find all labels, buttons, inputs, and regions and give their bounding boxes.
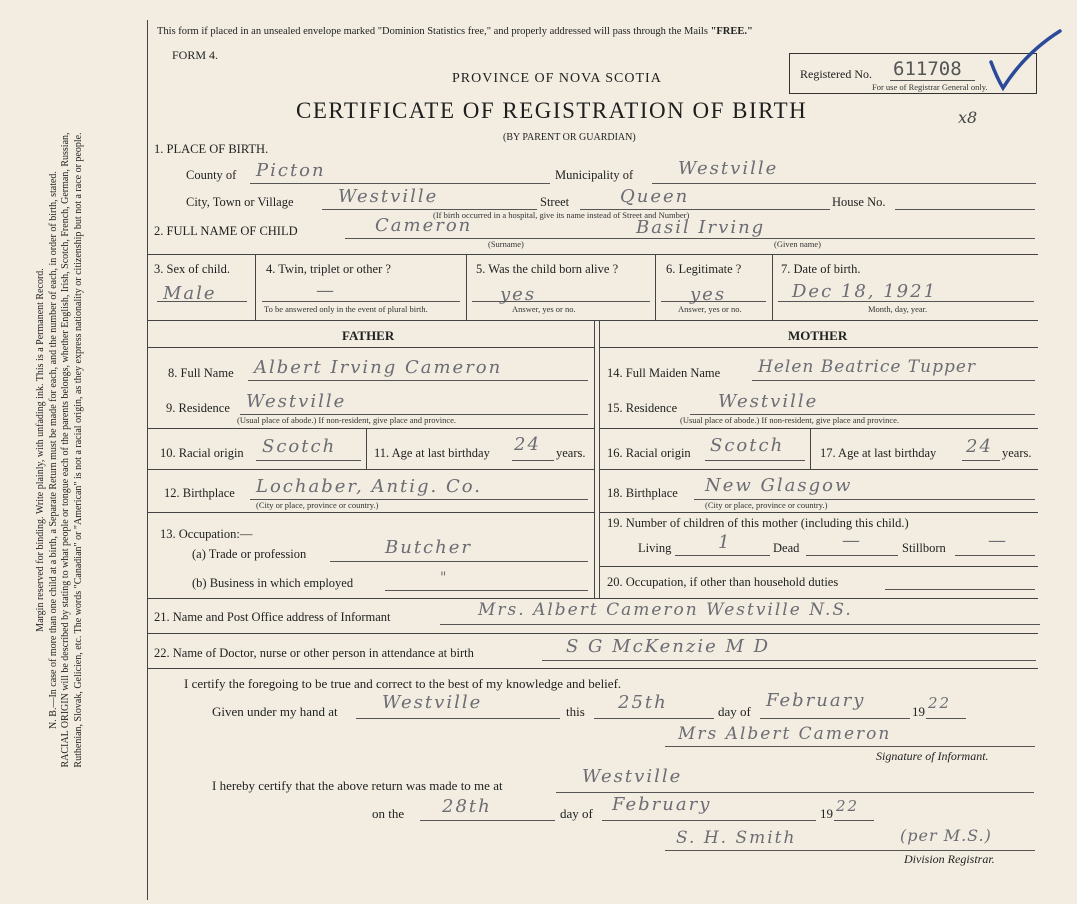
business-label: (b) Business in which employed: [192, 576, 354, 590]
given-month: February: [766, 690, 866, 711]
mother-bp-note: (City or place, province or country.): [705, 500, 828, 510]
children-label: 19. Number of children of this mother (including this child.): [607, 516, 909, 530]
father-residence: Westville: [246, 391, 347, 412]
father-name: Albert Irving Cameron: [254, 357, 503, 378]
given-under-label: Given under my hand at: [212, 704, 338, 719]
given-year-prefix: 19: [912, 704, 925, 719]
mother-res-note: (Usual place of abode.) If non-resident, give place and province.: [680, 415, 900, 425]
trade-label: (a) Trade or profession: [192, 547, 307, 561]
signature-label: Signature of Informant.: [876, 749, 989, 763]
twin-label: 4. Twin, triplet or other ?: [266, 262, 391, 276]
registrar-place: Westville: [582, 766, 683, 787]
municipality-label: Municipality of: [555, 168, 634, 182]
mother-name-label: 14. Full Maiden Name: [607, 366, 721, 380]
place-of-birth-label: 1. PLACE OF BIRTH.: [154, 142, 269, 156]
division-registrar-label: Division Registrar.: [904, 852, 995, 866]
father-race-label: 10. Racial origin: [160, 446, 244, 460]
margin-line-3: RACIAL ORIGIN will be described by stating to what people or tongue each of the parents belongs, whether English, Irish, Scotch, French, German, Russian,: [60, 132, 71, 768]
legitimate-note: Answer, yes or no.: [678, 304, 742, 314]
informant-value: Mrs. Albert Cameron Westville N.S.: [478, 600, 853, 620]
mother-age-label: 17. Age at last birthday: [820, 446, 937, 460]
given-day-of-label: day of: [718, 704, 751, 719]
margin-line-1: Margin reserved for binding. Write plainly, with unfading ink. This is a Permanent Record.: [35, 268, 46, 632]
on-the-label: on the: [372, 806, 405, 821]
registrar-year-prefix: 19: [820, 806, 833, 821]
given-place: Westville: [382, 692, 483, 713]
registrar-note: For use of Registrar General only.: [872, 82, 988, 92]
twin-value: —: [316, 280, 336, 301]
twin-note: To be answered only in the event of plural birth.: [264, 304, 428, 314]
corner-mark: x8: [958, 108, 978, 127]
surname-note: (Surname): [488, 239, 524, 249]
legitimate-label: 6. Legitimate ?: [666, 262, 742, 276]
municipality-value: Westville: [678, 158, 779, 179]
registrar-per-note: (per M.S.): [900, 826, 992, 845]
certificate-subtitle: (BY PARENT OR GUARDIAN): [503, 132, 636, 143]
certificate-title: CERTIFICATE OF REGISTRATION OF BIRTH: [296, 98, 808, 123]
dead-label: Dead: [773, 541, 800, 555]
margin-instructions: [35, 50, 85, 850]
city-value: Westville: [338, 186, 439, 207]
legitimate-value: yes: [690, 284, 727, 305]
father-birthplace: Lochaber, Antig. Co.: [256, 476, 483, 497]
mail-note: This form if placed in an unsealed envelope marked "Dominion Statistics free," and properly addressed will pass through the Mails "FREE.": [157, 26, 753, 37]
county-label: County of: [186, 168, 237, 182]
occupation-label: 13. Occupation:—: [160, 527, 253, 541]
father-age-label: 11. Age at last birthday: [374, 446, 490, 460]
registrar-day-of-label: day of: [560, 806, 593, 821]
stillborn-value: —: [988, 530, 1008, 551]
registrar-month: February: [612, 794, 712, 815]
born-alive-label: 5. Was the child born alive ?: [476, 262, 619, 276]
street-label: Street: [540, 195, 570, 209]
mother-birthplace: New Glasgow: [705, 475, 853, 496]
margin-line-2: N. B.—In case of more than one child at a birth, a Separate Return must be made for each, and the number of each, in order of birth, stated.: [47, 171, 59, 729]
living-label: Living: [638, 541, 672, 555]
father-race: Scotch: [262, 436, 337, 457]
informant-signature: Mrs Albert Cameron: [678, 724, 892, 744]
mother-race: Scotch: [710, 435, 785, 456]
mother-res-label: 15. Residence: [607, 401, 678, 415]
dead-value: —: [842, 530, 862, 551]
mother-age: 24: [966, 436, 993, 457]
checkmark-icon: [985, 28, 1065, 98]
mother-bp-label: 18. Birthplace: [607, 486, 678, 500]
born-alive-value: yes: [500, 284, 537, 305]
father-res-label: 9. Residence: [166, 401, 230, 415]
given-day: 25th: [618, 692, 668, 713]
trade-value: Butcher: [385, 537, 472, 558]
registrar-statement: I hereby certify that the above return was made to me at: [212, 778, 503, 793]
father-heading: FATHER: [342, 328, 395, 343]
father-age: 24: [514, 434, 541, 455]
living-value: 1: [718, 532, 732, 553]
county-value: Picton: [256, 160, 326, 181]
mother-age-years: years.: [1002, 446, 1032, 460]
registered-number: 611708: [893, 58, 962, 80]
father-age-years: years.: [556, 446, 586, 460]
registrar-day: 28th: [442, 796, 492, 817]
registrar-year: 22: [836, 797, 860, 815]
dob-value: Dec 18, 1921: [792, 281, 938, 302]
doctor-value: S G McKenzie M D: [566, 636, 771, 657]
child-surname: Cameron: [375, 215, 473, 236]
stillborn-label: Stillborn: [902, 541, 946, 555]
registered-label: Registered No.: [800, 67, 872, 81]
hospital-note: (If birth occurred in a hospital, give its name instead of Street and Number): [433, 210, 690, 220]
certify-statement: I certify the foregoing to be true and correct to the best of my knowledge and belief.: [184, 676, 622, 691]
given-name-note: (Given name): [774, 239, 821, 249]
mother-race-label: 16. Racial origin: [607, 446, 691, 460]
sex-label: 3. Sex of child.: [154, 262, 231, 276]
city-label: City, Town or Village: [186, 195, 294, 209]
mother-heading: MOTHER: [788, 328, 848, 343]
sex-value: Male: [163, 283, 217, 304]
given-year: 22: [928, 694, 952, 712]
mother-name: Helen Beatrice Tupper: [758, 357, 977, 377]
born-alive-note: Answer, yes or no.: [512, 304, 576, 314]
informant-label: 21. Name and Post Office address of Informant: [154, 610, 391, 624]
business-value: ": [440, 570, 449, 586]
house-label: House No.: [832, 195, 886, 209]
father-name-label: 8. Full Name: [168, 366, 234, 380]
registrar-signature: S. H. Smith: [676, 828, 797, 848]
binding-rule: [147, 20, 148, 900]
mother-residence: Westville: [718, 391, 819, 412]
mother-occupation-label: 20. Occupation, if other than household duties: [607, 575, 839, 589]
child-given-name: Basil Irving: [636, 217, 766, 238]
form-number: FORM 4.: [172, 48, 219, 62]
dob-note: Month, day, year.: [868, 304, 928, 314]
father-bp-label: 12. Birthplace: [164, 486, 235, 500]
province-heading: PROVINCE OF NOVA SCOTIA: [452, 71, 662, 86]
father-res-note: (Usual place of abode.) If non-resident, give place and province.: [237, 415, 457, 425]
mail-note-free: "FREE.": [710, 26, 753, 37]
margin-line-4: Ruthenian, Slovak, Gelicien, etc. The words "Canadian" or "American" is not a racial origin, as they express nationality or citizenship but not a race or people.: [72, 132, 84, 768]
father-bp-note: (City or place, province or country.): [256, 500, 379, 510]
child-name-label: 2. FULL NAME OF CHILD: [154, 224, 298, 238]
dob-label: 7. Date of birth.: [781, 262, 861, 276]
doctor-label: 22. Name of Doctor, nurse or other person in attendance at birth: [154, 646, 474, 660]
street-value: Queen: [620, 186, 690, 207]
this-label: this: [566, 704, 585, 719]
